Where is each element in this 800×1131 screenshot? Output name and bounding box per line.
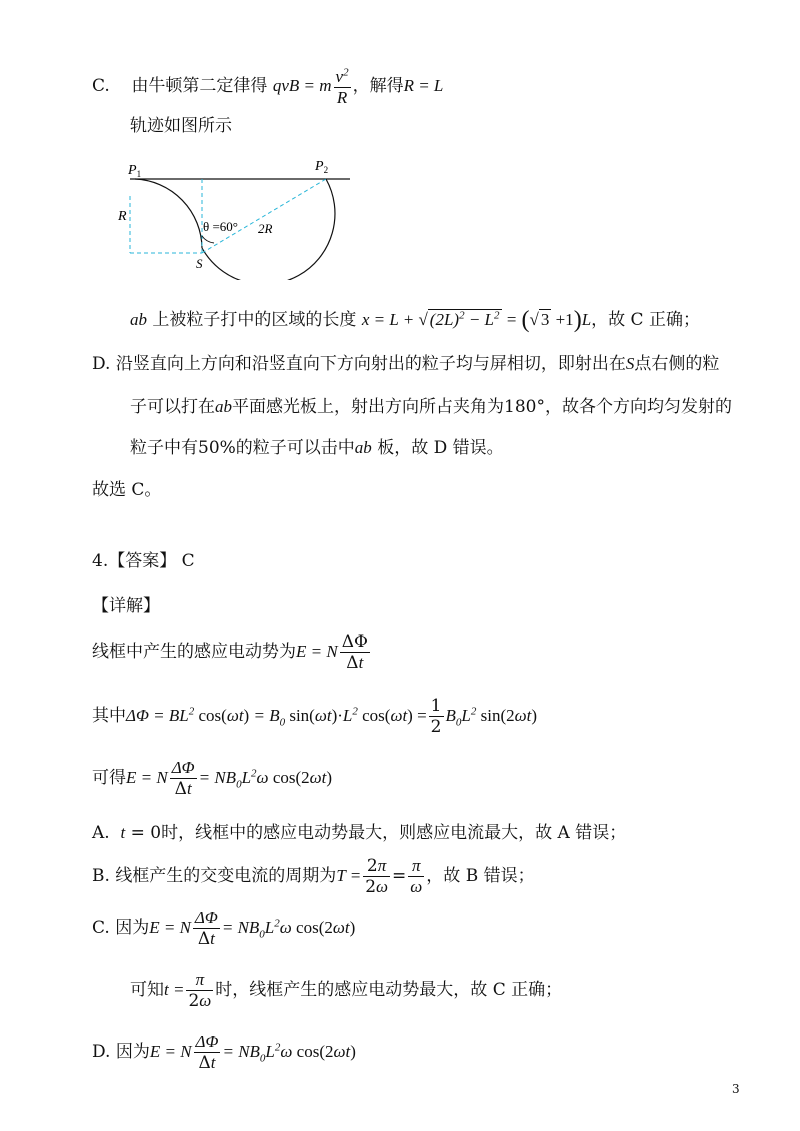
length-formula: x = L + √ $(2L)^2 - L^2$ = (√ 3 +1)L xyxy=(361,307,592,333)
two-r-label: 2R xyxy=(258,221,273,236)
b-text: 线框产生的交变电流的周期为 xyxy=(115,866,337,886)
a-option-line: A. t = 0时，线框中的感应电动势最大，则感应电流最大，故 A 错误； xyxy=(92,823,627,843)
choose-c: 故选 C。 xyxy=(92,480,162,500)
where-text: 其中 xyxy=(92,706,126,726)
a-text: 时，线框中的感应电动势最大，则感应电流最大，故 A 错误； xyxy=(161,823,627,843)
b-label: B. xyxy=(92,866,110,886)
d4-option-line: D. 因为E = N $\frac{\Delta\Phi}{\Delta t}$ = $NB_0L^2\omega$ cos(2ωt) xyxy=(92,1032,356,1073)
p1-label: $P_1$ xyxy=(128,163,142,179)
question-4-answer: 4.【答案】 C xyxy=(92,551,195,571)
p2-label: $P_2$ xyxy=(315,159,329,175)
obtain-line: 可得E = N $\frac{\Delta\Phi}{\Delta t}$ = $NB_0L^2\omega$ cos(2ωt) xyxy=(92,758,333,799)
trajectory-diagram xyxy=(110,150,360,280)
c-text: 由牛顿第二定律得 xyxy=(131,76,268,96)
d1b-text: 点右侧的粒 xyxy=(634,354,720,374)
c2-option-line: C. 因为E = N $\frac{\Delta\Phi}{\Delta t}$ = $NB_0L^2\omega$ cos(2ωt) xyxy=(92,908,356,949)
page-number: 3 xyxy=(732,1082,740,1096)
arc-left xyxy=(135,179,202,248)
ab-length-line: ab 上被粒子打中的区域的长度 x = L + √ $(2L)^2 - L^2$ = (√ 3 +1)L，故 C 正确； xyxy=(130,307,700,333)
d-line-3: 粒子中有50%的粒子可以击中ab 板，故 D 错误。 xyxy=(130,438,504,458)
s-label: S xyxy=(196,256,203,271)
c-label: C. xyxy=(92,76,110,96)
emf-text: 线框中产生的感应电动势为 xyxy=(92,642,296,662)
d4-label: D. xyxy=(92,1042,111,1062)
c2-end: 时，线框产生的感应电动势最大，故 C 正确； xyxy=(215,980,563,1000)
detail-heading: 【详解】 xyxy=(92,596,160,616)
r-result: R = L xyxy=(403,76,444,95)
c-newton-line xyxy=(92,66,443,108)
r-label: R xyxy=(118,209,127,224)
d1-text: 沿竖直向上方向和沿竖直向下方向射出的粒子均与屏相切，即射出在 xyxy=(115,354,626,374)
d3a-text: 粒子中有 xyxy=(130,438,198,458)
newton-formula: qvB = m $\frac{v^2}{R}$ xyxy=(272,65,349,107)
obtain-text: 可得 xyxy=(92,768,126,788)
c-solve: ，解得 xyxy=(352,76,404,96)
dashed-diagonal xyxy=(202,179,326,253)
because2-text: 因为 xyxy=(115,1042,150,1062)
known-text: 可知 xyxy=(130,980,164,1000)
d2c-text: ，故各个方向均匀发射的 xyxy=(544,397,732,417)
track-caption: 轨迹如图所示 xyxy=(130,116,232,136)
known-line: 可知t = $\frac{\pi}{2\omega}$ 时，线框产生的感应电动势最大，故 C 正确； xyxy=(130,970,563,1011)
c2-label: C. xyxy=(92,918,110,938)
b-option-line: B. 线框产生的交变电流的周期为T = $\frac{2\pi}{2\omega}$ = $\frac{\pi}{\omega}$ ，故 B 错误； xyxy=(92,856,535,897)
a-label: A. xyxy=(92,823,110,843)
ab-text: 上被粒子打中的区域的长度 xyxy=(152,310,357,330)
b-end: ，故 B 错误； xyxy=(426,866,535,886)
angle-arc xyxy=(202,236,214,243)
d-label: D. xyxy=(92,354,111,374)
ab-end: ，故 C 正确； xyxy=(591,310,700,330)
d2a-text: 子可以打在 xyxy=(130,397,215,417)
delta-phi-line: 其中$\Delta\Phi = BL^2$ $\cos(\omega t) = B_0$ $\sin(\omega t)\cdot L^2$ cos(ωt) = $\frac{1}{2}$ $B_0L^2$ sin(2ωt) xyxy=(92,696,538,737)
emf-line: 线框中产生的感应电动势为E = N $\frac{\Delta\Phi}{\Delta t}$ xyxy=(92,632,368,673)
d3b-text: 的粒子可以击中 xyxy=(235,438,355,458)
because-text: 因为 xyxy=(115,918,150,938)
d-line-1: D. 沿竖直向上方向和沿竖直向下方向射出的粒子均与屏相切，即射出在S点右侧的粒 xyxy=(92,354,720,374)
theta-label: θ =60° xyxy=(203,219,239,234)
d3c-text: 板，故 D 错误。 xyxy=(377,438,504,458)
d2b-text: 平面感光板上，射出方向所占夹角为 xyxy=(232,397,504,417)
d-line-2: 子可以打在ab平面感光板上，射出方向所占夹角为180°，故各个方向均匀发射的 xyxy=(130,397,732,417)
